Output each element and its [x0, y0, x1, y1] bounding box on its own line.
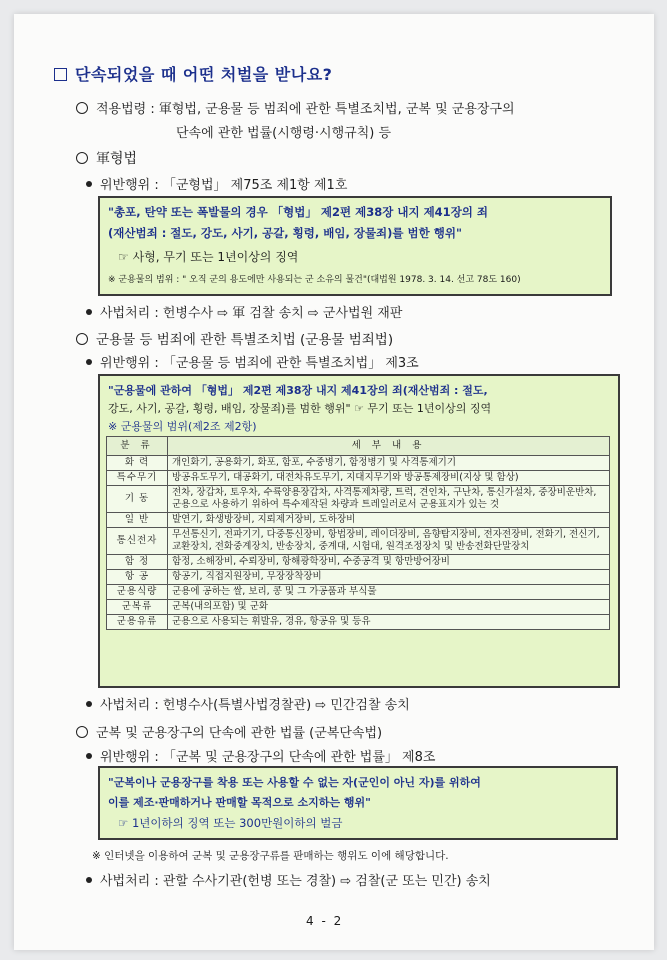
sec1-box-line1: "총포, 탄약 또는 폭발물의 경우 「형법」 제2편 제38장 내지 제41장의 죄 [108, 205, 489, 219]
sec1-heading-text: 軍형법 [96, 151, 138, 167]
sec2-green-box [98, 374, 620, 688]
table-row [107, 513, 610, 528]
table-cell-category: 일 반 [107, 513, 168, 528]
sec3-penalty: ☞ 1년이하의 징역 또는 300만원이하의 벌금 [118, 816, 343, 830]
table-header-category: 분 류 [107, 437, 168, 456]
table-cell-category: 군용식량 [107, 585, 168, 600]
circle-bullet-icon [76, 152, 88, 164]
sec2-scope: ※ 군용물의 범위(제2조 제2항) [108, 420, 257, 433]
table-row [107, 456, 610, 471]
table-cell-category: 함 정 [107, 555, 168, 570]
table-row [107, 615, 610, 630]
page-title-text: 단속되었을 때 어떤 처벌을 받나요? [75, 65, 333, 84]
document-page [14, 14, 654, 950]
sec3-violation-text: 위반행위 : 「군복 및 군용장구의 단속에 관한 법률」 제8조 [100, 750, 436, 765]
law-scope-line2: 단속에 관한 법률(시행령·시행규칙) 등 [176, 126, 392, 141]
table-cell-category: 군용유류 [107, 615, 168, 630]
sec2-violation [86, 352, 419, 371]
sec1-violation [86, 174, 347, 193]
table-row [107, 570, 610, 585]
table-cell-detail: 군용에 공하는 쌀, 보리, 콩 및 그 가공품과 부식물 [168, 585, 610, 600]
sec3-heading-text: 군복 및 군용장구의 단속에 관한 법률 (군복단속법) [96, 726, 383, 741]
table-cell-category: 항 공 [107, 570, 168, 585]
table-row [107, 585, 610, 600]
table-cell-detail: 무선통신기, 전파기기, 다중통신장비, 항법장비, 레이더장비, 음향탐지장비, 전자전장비, 전화기, 전신기, 교환장치, 전화중계장치, 반송장치, 중계대, 시험대, 원격조정장치 및 반송전화단말장치 [168, 528, 610, 555]
table-cell-detail: 개인화기, 공용화기, 화포, 함포, 수중병기, 함정병기 및 사격통제기기 [168, 456, 610, 471]
circle-bullet-icon [76, 726, 88, 738]
military-goods-table [106, 436, 610, 630]
dot-bullet-icon [86, 359, 92, 365]
sec2-box-line1: "군용물에 관하여 「형법」 제2편 제38장 내지 제41장의 죄(재산범죄 : 절도, [108, 384, 488, 397]
sec1-penalty: ☞ 사형, 무기 또는 1년이상의 징역 [118, 250, 299, 264]
circle-bullet-icon [76, 102, 88, 114]
table-cell-category: 군복류 [107, 600, 168, 615]
table-cell-detail: 군용으로 사용되는 휘발유, 경유, 항공유 및 등유 [168, 615, 610, 630]
table-cell-category: 기 동 [107, 486, 168, 513]
table-cell-category: 통신전자 [107, 528, 168, 555]
sec3-box-line1: "군복이나 군용장구를 착용 또는 사용할 수 없는 자(군인이 아닌 자)를 위하여 [108, 776, 481, 789]
dot-bullet-icon [86, 701, 92, 707]
table-cell-detail: 방공유도무기, 대공화기, 대전차유도무기, 지대지무기와 방공통제장비(지상 및 함상) [168, 471, 610, 486]
sec2-heading-text: 군용물 등 범죄에 관한 특별조치법 (군용물 범죄법) [96, 332, 394, 348]
dot-bullet-icon [86, 753, 92, 759]
sec1-violation-text: 위반행위 : 「군형법」 제75조 제1항 제1호 [100, 178, 348, 193]
table-header-row [107, 437, 610, 456]
sec2-enforcement-text: 사법처리 : 헌병수사(특별사법경찰관) ⇨ 민간검찰 송치 [100, 698, 410, 713]
page-title [54, 62, 332, 85]
sec1-scope-note: ※ 군용물의 범위 : " 오직 군의 용도에만 사용되는 군 소유의 물건"(대법원 1978. 3. 14. 선고 78도 160) [108, 275, 521, 285]
table-cell-detail: 함정, 소해장비, 수뢰장비, 항해광학장비, 수중공격 및 항만방어장비 [168, 555, 610, 570]
sec1-green-box [98, 196, 612, 296]
sec3-violation [86, 746, 435, 765]
table-cell-detail: 발연기, 화생방장비, 지뢰제거장비, 도하장비 [168, 513, 610, 528]
dot-bullet-icon [86, 181, 92, 187]
table-row [107, 555, 610, 570]
sec2-box-line2: 강도, 사기, 공갈, 횡령, 배임, 장물죄)를 범한 행위" ☞ 무기 또는 1년이상의 징역 [108, 402, 492, 415]
sec3-heading [76, 722, 382, 741]
table-row [107, 600, 610, 615]
table-cell-category: 특수무기 [107, 471, 168, 486]
sec3-enforcement [86, 870, 491, 889]
sec2-enforcement [86, 694, 410, 713]
sec2-violation-text: 위반행위 : 「군용물 등 범죄에 관한 특별조치법」 제3조 [100, 356, 419, 371]
law-scope-line1 [76, 98, 515, 117]
sec1-box-line2: (재산범죄 : 절도, 강도, 사기, 공갈, 횡령, 배임, 장물죄)를 범한 행위" [108, 226, 462, 240]
law-scope-text1: 적용법령 : 軍형법, 군용물 등 범죄에 관한 특별조치법, 군복 및 군용장구의 [96, 102, 515, 117]
table-row [107, 528, 610, 555]
table-cell-detail: 항공기, 직접지원장비, 무장장착장비 [168, 570, 610, 585]
page-number: 4 - 2 [306, 914, 344, 928]
sec1-enforcement [86, 302, 402, 321]
table-row [107, 486, 610, 513]
table-cell-detail: 군복(내의포함) 및 군화 [168, 600, 610, 615]
dot-bullet-icon [86, 309, 92, 315]
sec3-internet-note: ※ 인터넷을 이용하여 군복 및 군용장구류를 판매하는 행위도 이에 해당합니다. [92, 850, 449, 862]
table-row [107, 471, 610, 486]
dot-bullet-icon [86, 877, 92, 883]
sec1-enforcement-text: 사법처리 : 헌병수사 ⇨ 軍 검찰 송치 ⇨ 군사법원 재판 [100, 306, 403, 321]
table-cell-detail: 전차, 장갑차, 토우차, 수륙양용장갑차, 사격통제차량, 트럭, 견인차, 구난차, 통신가설차, 중장비운반차, 군용으로 사용하기 위하여 특수제작된 차량과 트레일러로서 군용표지가 있는 것 [168, 486, 610, 513]
checkbox-square-icon [54, 68, 67, 81]
sec3-green-box [98, 766, 618, 840]
sec3-enforcement-text: 사법처리 : 관할 수사기관(헌병 또는 경찰) ⇨ 검찰(군 또는 민간) 송치 [100, 874, 491, 889]
circle-bullet-icon [76, 333, 88, 345]
table-header-detail: 세 부 내 용 [168, 437, 610, 456]
sec1-heading [76, 148, 137, 168]
sec2-heading [76, 328, 393, 348]
sec3-box-line2: 이를 제조·판매하거나 판매할 목적으로 소지하는 행위" [108, 796, 371, 809]
table-cell-category: 화 력 [107, 456, 168, 471]
